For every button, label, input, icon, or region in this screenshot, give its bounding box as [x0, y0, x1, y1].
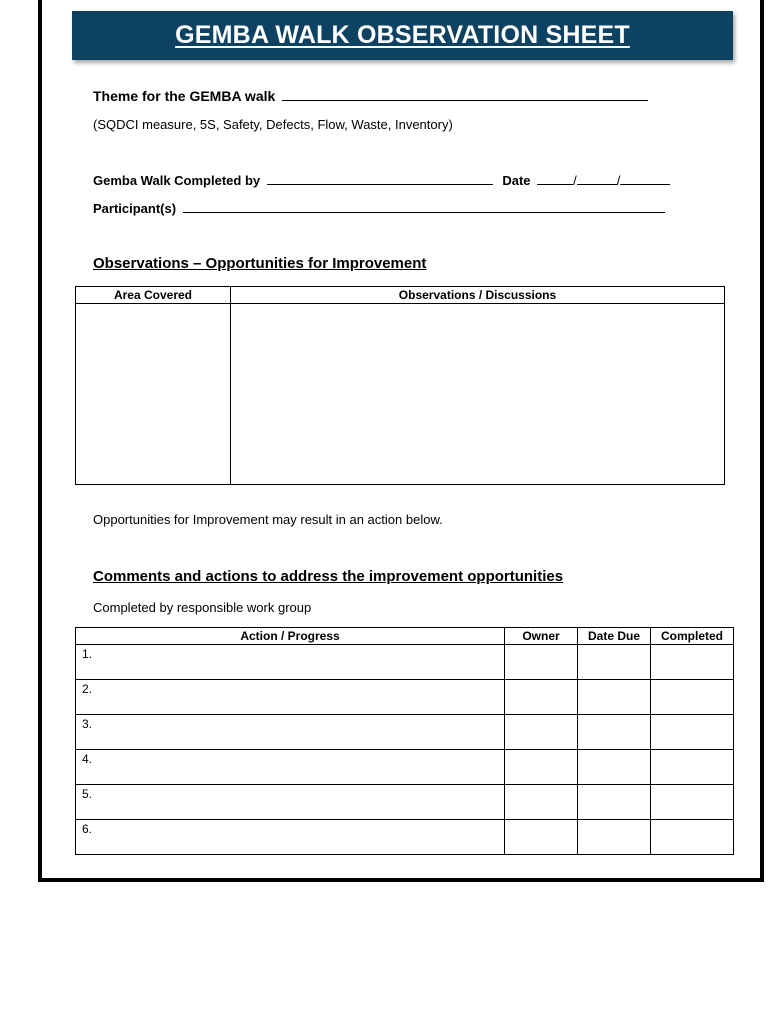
observations-table: [75, 286, 725, 485]
date-due-cell[interactable]: [578, 750, 651, 785]
area-covered-cell[interactable]: [76, 304, 231, 485]
table-row: [76, 820, 734, 855]
date-separator: /: [573, 173, 577, 188]
theme-line: [93, 88, 648, 104]
action-cell[interactable]: 3.: [76, 715, 505, 750]
completed-cell[interactable]: [651, 715, 734, 750]
participants-input-line[interactable]: [183, 200, 665, 213]
page-title: GEMBA WALK OBSERVATION SHEET: [175, 21, 630, 49]
date-separator: /: [616, 173, 621, 188]
participants-line: [93, 200, 665, 216]
completed-cell[interactable]: [651, 820, 734, 855]
table-row: [76, 750, 734, 785]
table-row: [76, 645, 734, 680]
action-cell[interactable]: 6.: [76, 820, 505, 855]
table-row: [76, 785, 734, 820]
action-cell[interactable]: 2.: [76, 680, 505, 715]
completed-cell[interactable]: [651, 750, 734, 785]
date-due-cell[interactable]: [578, 785, 651, 820]
date-due-cell[interactable]: [578, 680, 651, 715]
actions-table: [75, 627, 734, 855]
theme-input-line[interactable]: [282, 88, 648, 101]
column-header-action: Action / Progress: [76, 628, 505, 645]
title-banner: [72, 11, 733, 60]
column-header-area: Area Covered: [76, 287, 231, 304]
theme-hint: (SQDCI measure, 5S, Safety, Defects, Flow, Waste, Inventory): [93, 117, 453, 132]
column-header-completed: Completed: [651, 628, 734, 645]
action-cell[interactable]: 4.: [76, 750, 505, 785]
action-cell[interactable]: 1.: [76, 645, 505, 680]
table-row: [76, 680, 734, 715]
date-due-cell[interactable]: [578, 820, 651, 855]
participants-label: Participant(s): [93, 201, 177, 216]
completed-cell[interactable]: [651, 785, 734, 820]
table-header-row: [76, 628, 734, 645]
owner-cell[interactable]: [505, 750, 578, 785]
action-cell[interactable]: 5.: [76, 785, 505, 820]
table-row: [76, 715, 734, 750]
table-header-row: [76, 287, 725, 304]
date-label: Date: [502, 173, 531, 188]
completed-by-line: [93, 172, 670, 188]
owner-cell[interactable]: [505, 645, 578, 680]
date-due-cell[interactable]: [578, 715, 651, 750]
owner-cell[interactable]: [505, 820, 578, 855]
owner-cell[interactable]: [505, 715, 578, 750]
column-header-date-due: Date Due: [578, 628, 651, 645]
completed-cell[interactable]: [651, 645, 734, 680]
observations-cell[interactable]: [231, 304, 725, 485]
date-month-line[interactable]: [577, 172, 617, 185]
actions-heading: Comments and actions to address the improvement opportunities: [93, 568, 564, 585]
observations-note: Opportunities for Improvement may result in an action below.: [93, 512, 443, 527]
completed-by-label: Gemba Walk Completed by: [93, 173, 261, 188]
column-header-owner: Owner: [505, 628, 578, 645]
completed-cell[interactable]: [651, 680, 734, 715]
actions-subheading: Completed by responsible work group: [93, 600, 312, 615]
theme-label: Theme for the GEMBA walk: [93, 88, 276, 104]
date-due-cell[interactable]: [578, 645, 651, 680]
observations-heading: Observations – Opportunities for Improvement: [93, 255, 427, 272]
column-header-observations: Observations / Discussions: [231, 287, 725, 304]
completed-by-input-line[interactable]: [267, 172, 493, 185]
owner-cell[interactable]: [505, 680, 578, 715]
date-day-line[interactable]: [537, 172, 573, 185]
date-year-line[interactable]: [620, 172, 670, 185]
owner-cell[interactable]: [505, 785, 578, 820]
table-row: [76, 304, 725, 485]
